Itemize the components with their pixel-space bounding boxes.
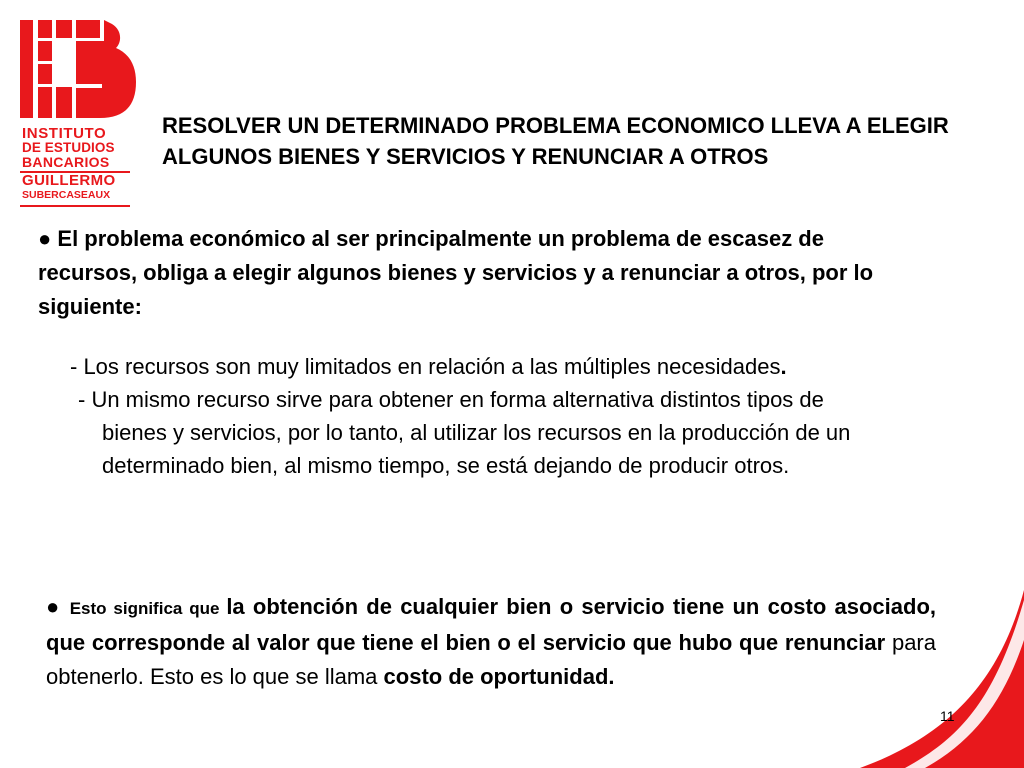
conclusion-lead: Esto significa que <box>69 599 227 618</box>
concept-term: costo de oportunidad. <box>383 664 615 689</box>
logo-divider-bottom <box>20 205 130 207</box>
conclusion-mid-text: para obtenerlo. Esto es lo que se llama <box>46 630 936 689</box>
conclusion-bold-statement: la obtención de cualquier bien o servicio tiene un costo asociado, que corresponde al valor que tiene el bien o el servicio que hubo que renunciar <box>46 594 936 655</box>
slide-title: RESOLVER UN DETERMINADO PROBLEMA ECONOMICO LLEVA A ELEGIR ALGUNOS BIENES Y SERVICIOS Y RENUNCIAR A OTROS <box>162 113 949 169</box>
list-item-end: . <box>780 354 787 379</box>
list-item: - Un mismo recurso sirve para obtener en forma alternativa distintos tipos de bienes y servicios, por lo tanto, al utilizar los recursos en la producción de un determinado bien, al mismo tiempo, se está dejando de producir otros. <box>78 387 851 478</box>
list-item <box>70 350 890 383</box>
reasons-list <box>70 350 890 482</box>
logo-line-de-estudios: DE ESTUDIOS <box>22 140 115 155</box>
logo-line-instituto: INSTITUTO <box>22 125 107 142</box>
intro-paragraph: ● El problema económico al ser principalmente un problema de escasez de recursos, obliga a elegir algunos bienes y servicios y a renunciar a otros, por lo siguiente: <box>38 226 874 319</box>
list-item-text: - Los recursos son muy limitados en relación a las múltiples necesidades <box>70 354 781 379</box>
conclusion-paragraph <box>46 590 936 694</box>
logo-line-bancarios: BANCARIOS <box>22 154 110 170</box>
page-number: 11 <box>940 708 955 724</box>
bullet-icon: ● <box>46 594 70 619</box>
logo-line-guillermo: GUILLERMO <box>22 172 116 189</box>
logo-line-subercaseaux: SUBERCASEAUX <box>22 189 111 201</box>
logo-mark <box>20 20 138 120</box>
